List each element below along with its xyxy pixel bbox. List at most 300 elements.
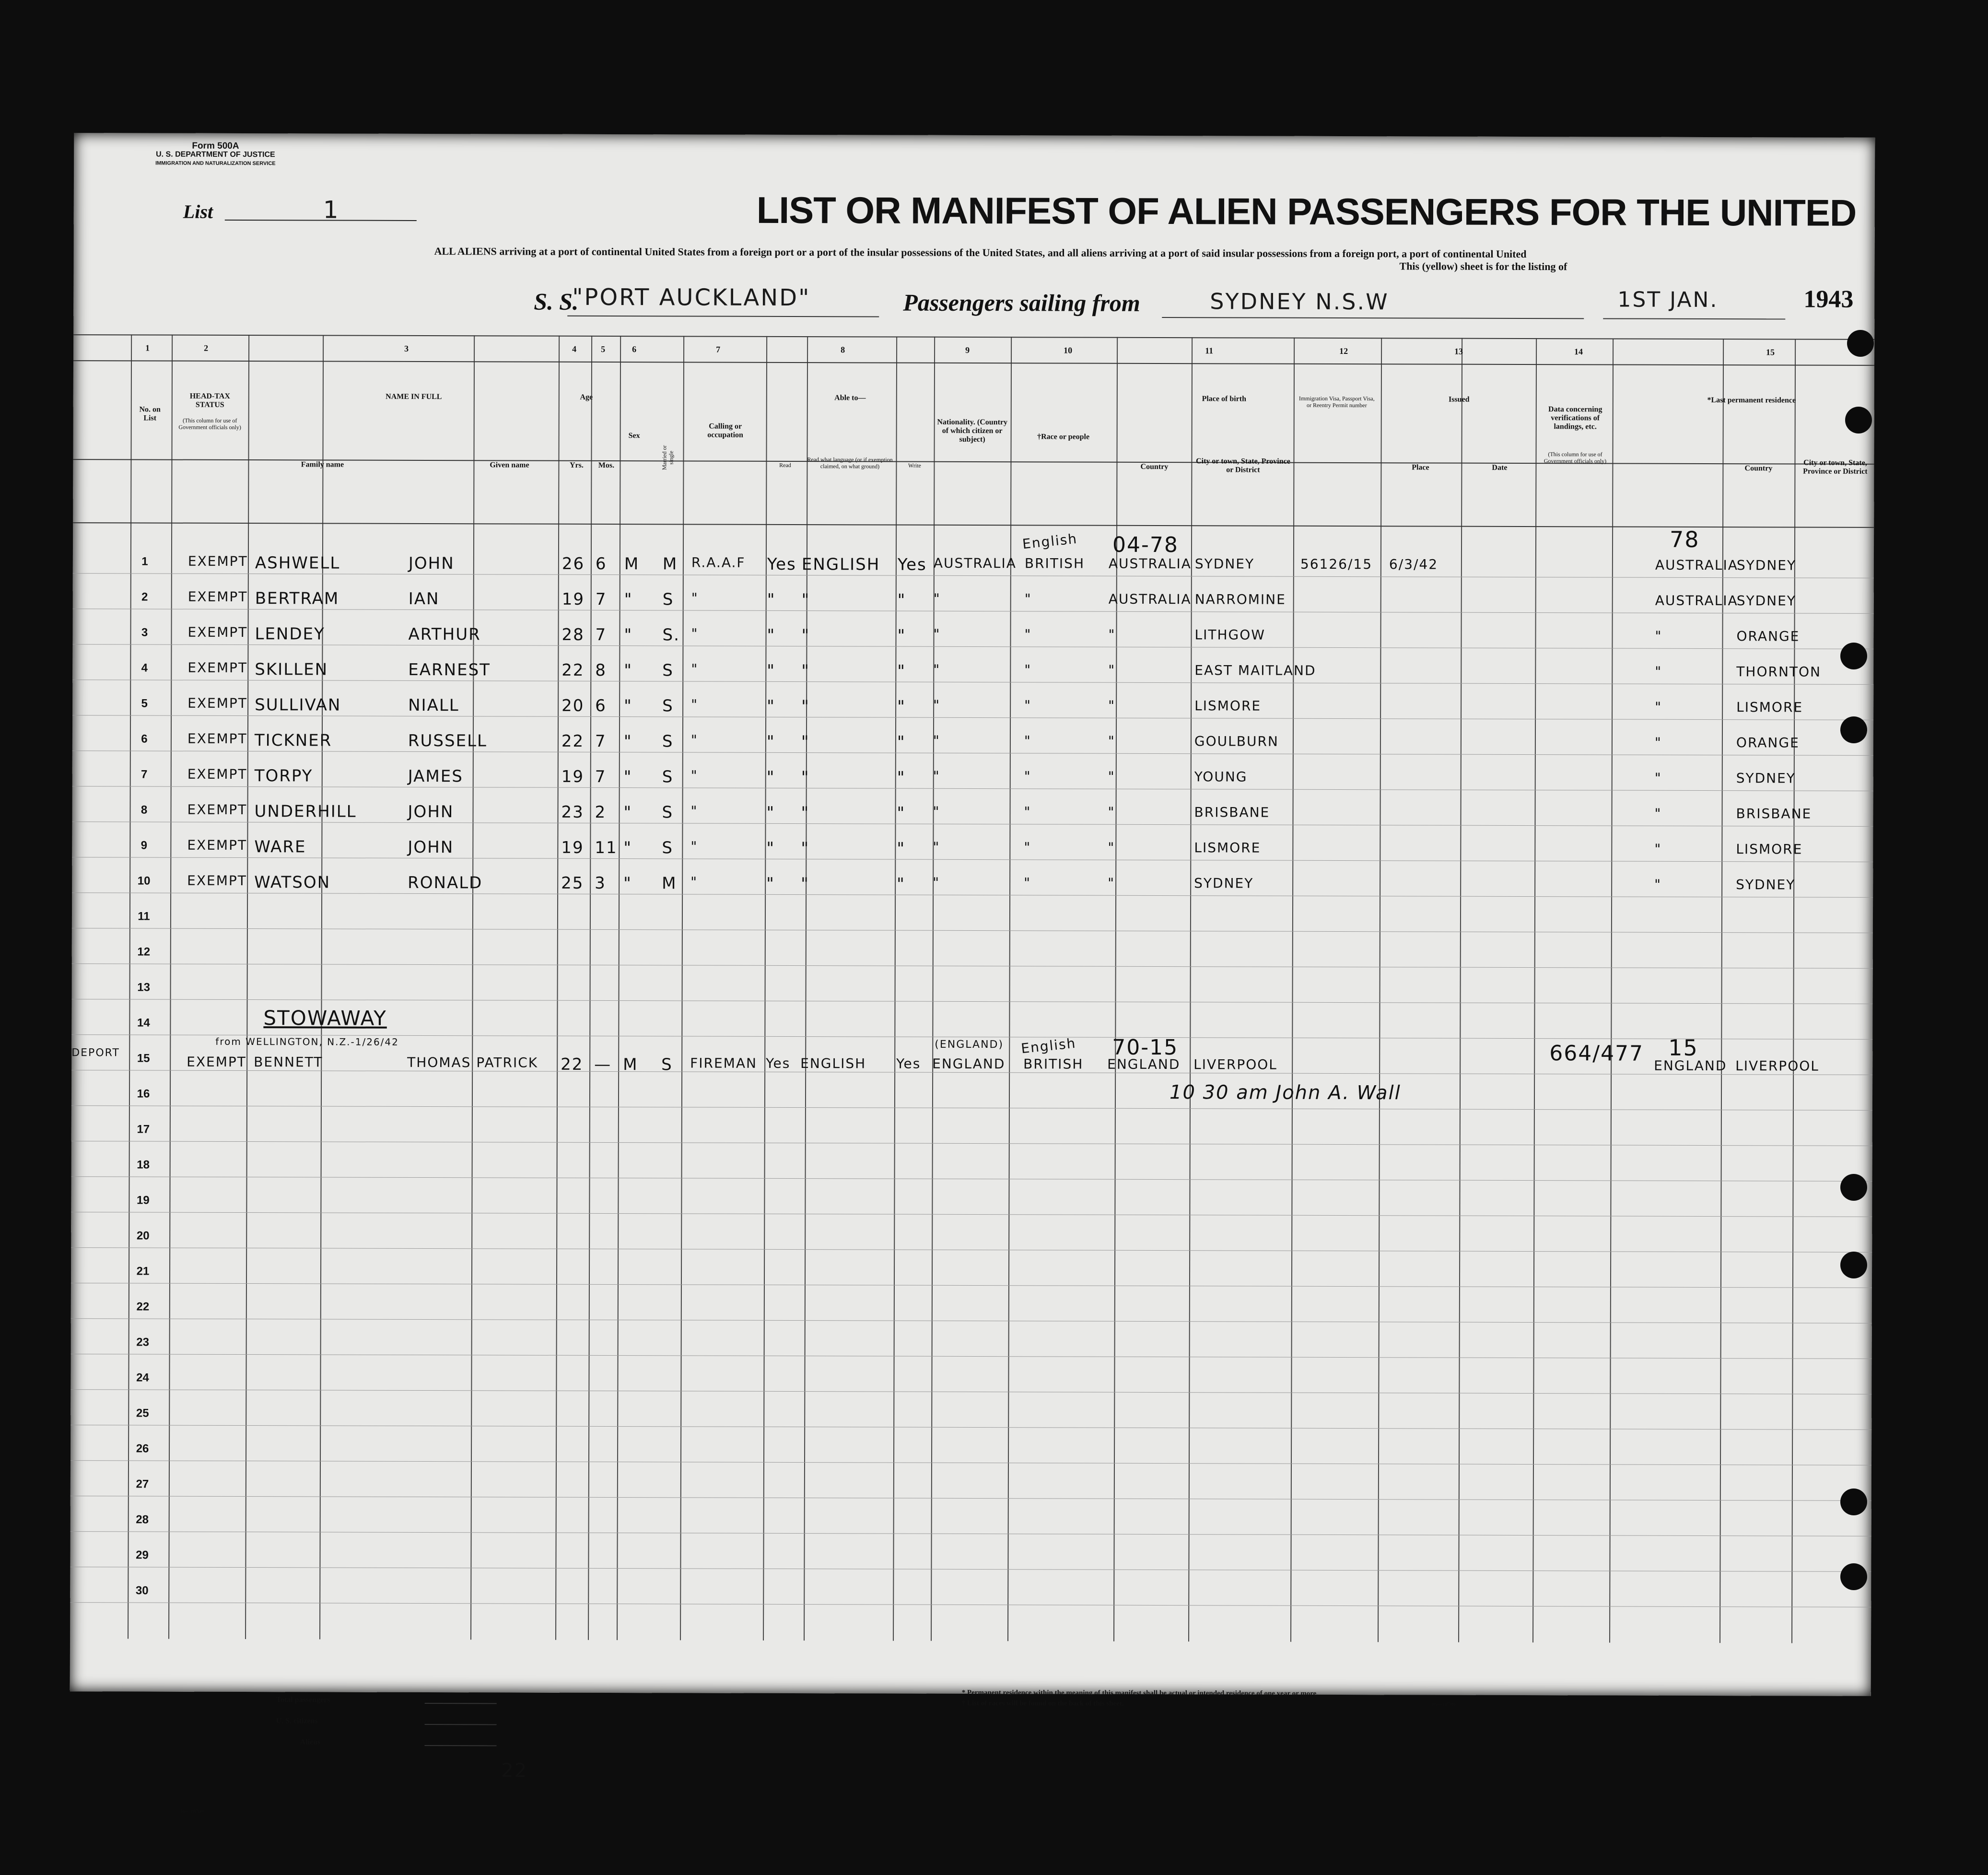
total-passengers-label: Total passengers — [276, 1696, 330, 1704]
row-2-res_country: AUSTRALIA — [1655, 592, 1738, 609]
row-6-res_city: ORANGE — [1736, 735, 1800, 751]
column-header-read-language: Read what language (or if exemption claimed, on what ground) — [807, 456, 893, 470]
row-7-race: " — [1024, 768, 1031, 785]
row-5-ms: S — [662, 696, 674, 716]
stowaway-residence-code: 15 — [1668, 1034, 1698, 1061]
row-number: 10 — [137, 874, 151, 888]
row-9-occ: " — [690, 838, 698, 855]
column-number: 15 — [1766, 347, 1775, 357]
row-3-mos: 7 — [595, 625, 607, 645]
row-rule — [71, 1105, 1872, 1111]
row-rule — [70, 1460, 1871, 1465]
column-header-race: †Race or people — [1037, 433, 1090, 441]
column-header-able: Able to— — [834, 394, 866, 402]
row-5-status: EXEMPT — [187, 695, 247, 712]
binding-hole — [1840, 1174, 1867, 1201]
row-4-ms: S — [662, 661, 674, 680]
row-number: 8 — [140, 803, 148, 817]
row-number: 5 — [141, 697, 148, 710]
column-header-mos: Mos. — [598, 461, 615, 470]
row-8-given: JOHN — [408, 802, 454, 822]
row-number: 22 — [136, 1300, 150, 1313]
column-divider — [931, 337, 935, 1641]
row-rule — [73, 573, 1874, 578]
row-4-write: " — [897, 661, 906, 681]
row-10-mos: 3 — [595, 873, 606, 893]
row-1-given: JOHN — [408, 553, 455, 574]
row-8-res_city: BRISBANE — [1736, 806, 1812, 822]
row-1-res_city: SYDNEY — [1736, 557, 1797, 574]
row-number: 29 — [136, 1548, 149, 1562]
row-number: 19 — [137, 1194, 150, 1207]
row-2-status: EXEMPT — [187, 588, 248, 605]
row-4-country: " — [1108, 662, 1116, 678]
row-7-write: " — [897, 768, 906, 787]
row-number: 9 — [140, 839, 148, 852]
ship-underline — [567, 316, 879, 317]
row-10-country: " — [1108, 875, 1115, 891]
row-number: 11 — [138, 910, 150, 923]
row-1-occ: R.A.A.F — [691, 554, 746, 571]
row-7-nat: " — [933, 768, 940, 784]
column-number: 9 — [965, 345, 970, 355]
row-6-race: " — [1024, 733, 1031, 749]
row-8-country: " — [1108, 804, 1115, 820]
row-rule — [70, 1531, 1871, 1536]
column-number: 1 — [145, 343, 150, 353]
row-2-given: IAN — [408, 589, 440, 609]
row-6-mos: 7 — [595, 731, 607, 751]
row-9-mos: 11 — [595, 838, 618, 858]
row-9-race: " — [1024, 839, 1031, 855]
row-3-family: LENDEY — [255, 624, 325, 644]
row-number: 3 — [141, 626, 148, 639]
us-citizens-line — [425, 1724, 497, 1725]
column-header-verification: Data concerning verifications of landings, etc. — [1548, 405, 1602, 431]
column-divider — [1532, 338, 1537, 1642]
column-header-write: Write — [908, 462, 921, 469]
row-9-write: " — [897, 839, 906, 858]
row-4-lang: " — [801, 661, 810, 681]
row-10-given: RONALD — [408, 873, 483, 893]
column-number: 2 — [204, 343, 209, 353]
row-rule — [72, 857, 1873, 862]
column-number: 10 — [1064, 345, 1073, 355]
aliens-line — [424, 1745, 496, 1746]
row-10-occ: " — [690, 874, 698, 890]
row-6-sex: " — [623, 732, 632, 751]
row-10-read: " — [766, 874, 775, 893]
row-8-ms: S — [662, 803, 674, 822]
stowaway-nat: ENGLAND — [932, 1055, 1006, 1072]
stowaway-race: BRITISH — [1023, 1056, 1084, 1072]
row-9-nat: " — [933, 839, 940, 855]
row-7-read: " — [766, 767, 775, 787]
row-number: 4 — [141, 661, 148, 675]
column-divider — [680, 336, 684, 1640]
row-5-city: LISMORE — [1194, 698, 1262, 714]
row-10-race: " — [1024, 875, 1031, 891]
row-4-family: SKILLEN — [255, 660, 328, 680]
row-8-sex: " — [623, 803, 632, 822]
column-divider — [1378, 338, 1382, 1642]
column-header-given: Given name — [490, 461, 529, 469]
row-3-lang: " — [801, 626, 810, 645]
stowaway-nationality-annotation: (ENGLAND) — [935, 1038, 1004, 1051]
race-footnote: † List of races will be found on the back of this sheet. — [961, 1699, 1124, 1708]
row-10-sex: " — [623, 874, 632, 893]
row-rule — [72, 821, 1873, 827]
header-rule — [73, 360, 1874, 366]
row-rule — [72, 999, 1873, 1004]
row-7-city: YOUNG — [1194, 769, 1248, 785]
column-divider — [1007, 337, 1012, 1641]
row-6-res_country: " — [1654, 734, 1662, 750]
column-header-res-country: Country — [1744, 464, 1773, 473]
row-2-nat: " — [933, 590, 941, 607]
row-9-res_country: " — [1654, 841, 1662, 857]
row-3-race: " — [1024, 626, 1032, 643]
row-2-lang: " — [801, 590, 810, 610]
row-rule — [72, 928, 1873, 933]
row-rule — [72, 750, 1873, 756]
column-number: 3 — [404, 343, 409, 353]
residence-footnote: * Permanent residence within the meaning of this manifest shall be actual or intended residence of one year or more. — [961, 1688, 1319, 1698]
row-6-status: EXEMPT — [187, 730, 247, 747]
row-7-occ: " — [690, 767, 698, 784]
row-rule — [70, 1602, 1871, 1607]
row-8-race: " — [1024, 804, 1031, 820]
row-6-lang: " — [801, 732, 810, 752]
row-2-race: " — [1024, 591, 1032, 607]
stowaway-sex: M — [623, 1055, 638, 1075]
column-divider — [168, 335, 173, 1639]
column-number: 4 — [572, 344, 577, 354]
row-3-country: " — [1108, 626, 1116, 643]
row-1-sex: M — [624, 554, 640, 574]
column-divider — [470, 335, 475, 1640]
list-label: List — [183, 200, 213, 223]
row-6-yrs: 22 — [561, 731, 585, 751]
row-10-ms: M — [662, 874, 677, 893]
column-header-visa: Immigration Visa, Passport Visa, or Reentry Permit number — [1298, 395, 1375, 409]
row-5-sex: " — [624, 696, 632, 716]
row-1-res_country: AUSTRALIA — [1655, 557, 1738, 574]
column-number: 14 — [1574, 347, 1583, 357]
column-header-age: Age — [580, 393, 593, 401]
row-rule — [73, 609, 1874, 614]
column-header-res-city: City or town, State, Province or District — [1803, 458, 1868, 476]
manifest-sheet — [70, 133, 1875, 1815]
row-number: 28 — [136, 1513, 149, 1526]
page-title: LIST OR MANIFEST OF ALIEN PASSENGERS FOR THE UNITED — [756, 188, 1857, 234]
binding-hole — [1847, 330, 1874, 357]
column-divider — [319, 335, 324, 1639]
stowaway-occ: FIREMAN — [690, 1055, 758, 1071]
column-divider — [617, 336, 621, 1640]
row-2-city: NARROMINE — [1194, 591, 1286, 608]
column-divider — [801, 336, 810, 1641]
column-header-residence: *Last permanent residence — [1707, 396, 1796, 405]
row-10-write: " — [897, 874, 905, 894]
column-divider — [588, 336, 592, 1640]
departure-port: SYDNEY N.S.W — [1210, 288, 1389, 315]
row-number: 23 — [136, 1336, 150, 1349]
row-5-family: SULLIVAN — [255, 695, 341, 715]
row-1-country: AUSTRALIA — [1108, 555, 1192, 572]
row-7-res_city: SYDNEY — [1736, 770, 1796, 786]
row-3-ms: S. — [662, 625, 680, 645]
row-rule — [71, 1283, 1872, 1288]
aliens-label: Aliens — [300, 1738, 321, 1746]
column-header-name: NAME IN FULL — [386, 392, 442, 401]
row-2-write: " — [897, 590, 906, 610]
column-number: 8 — [841, 345, 845, 355]
row-3-res_country: " — [1655, 628, 1662, 644]
header-rule — [73, 334, 1874, 340]
row-9-city: LISMORE — [1194, 840, 1261, 856]
row-6-nat: " — [933, 732, 940, 749]
row-number: 7 — [141, 768, 148, 781]
row-5-occ: " — [691, 696, 699, 713]
column-header-birth-city: City or town, State, Province or District — [1196, 457, 1290, 474]
row-10-yrs: 25 — [561, 873, 584, 893]
row-1-nat: AUSTRALIA — [933, 555, 1017, 572]
row-9-country: " — [1108, 839, 1115, 855]
row-1-lang: ENGLISH — [801, 555, 880, 574]
row-1-mos: 6 — [595, 554, 607, 574]
row-number: 2 — [141, 590, 148, 604]
row-number: 14 — [137, 1016, 150, 1030]
header-rule — [73, 522, 1874, 528]
row-4-read: " — [767, 661, 776, 680]
row-number: 16 — [137, 1087, 150, 1101]
row-6-family: TICKNER — [254, 731, 332, 750]
row-2-family: BERTRAM — [255, 589, 339, 609]
row-rule — [71, 1354, 1872, 1359]
form-identifier: Form 500A U. S. DEPARTMENT OF JUSTICE IMMIGRATION AND NATURALIZATION SERVICE — [155, 141, 276, 167]
stowaway-label: STOWAWAY — [263, 1006, 387, 1030]
row-3-occ: " — [691, 625, 699, 642]
column-header-no: No. on List — [139, 405, 161, 422]
residence-code-annotation: 78 — [1669, 526, 1700, 552]
row-9-status: EXEMPT — [187, 837, 247, 854]
row-5-read: " — [767, 696, 775, 716]
row-9-lang: " — [801, 839, 810, 858]
column-divider — [1458, 338, 1462, 1642]
stowaway-from-note: from WELLINGTON, N.Z.-1/26/42 — [215, 1035, 399, 1048]
row-3-sex: " — [624, 625, 633, 645]
row-number: 15 — [137, 1052, 150, 1065]
row-10-status: EXEMPT — [187, 872, 247, 889]
row-rule — [71, 1318, 1872, 1324]
row-6-ms: S — [662, 732, 674, 751]
column-divider — [893, 337, 897, 1641]
stowaway-country: ENGLAND — [1107, 1056, 1181, 1073]
row-9-given: JOHN — [408, 837, 454, 857]
row-rule — [72, 715, 1873, 720]
row-2-ms: S — [662, 590, 674, 609]
row-10-res_city: SYDNEY — [1736, 877, 1796, 893]
column-header-read: Read — [779, 461, 791, 469]
column-number: 13 — [1454, 346, 1463, 356]
column-divider — [1188, 337, 1193, 1641]
column-header-issued-place: Place — [1412, 463, 1429, 472]
row-3-read: " — [767, 625, 776, 645]
row-9-read: " — [766, 838, 775, 858]
subtitle-line-2: This (yellow) sheet is for the listing of — [1399, 260, 1567, 273]
row-8-read: " — [766, 803, 775, 822]
row-number: 6 — [141, 732, 148, 746]
column-header-sex: Sex — [628, 432, 640, 440]
list-number: 1 — [323, 196, 340, 224]
row-1-ms: M — [662, 554, 678, 574]
column-header-issued-date: Date — [1492, 463, 1508, 472]
row-4-status: EXEMPT — [187, 659, 248, 676]
row-number: 26 — [136, 1442, 149, 1455]
row-8-city: BRISBANE — [1194, 804, 1270, 820]
row-number: 12 — [137, 945, 151, 959]
column-number: 12 — [1339, 346, 1348, 356]
race-annotation: English — [1021, 530, 1078, 552]
row-3-res_city: ORANGE — [1736, 628, 1800, 645]
column-header-birthplace: Place of birth — [1202, 395, 1247, 403]
row-rule — [72, 892, 1873, 898]
print-code-table: 16—18709 — [180, 1808, 204, 1815]
row-5-yrs: 20 — [561, 696, 585, 715]
column-header-family: Family name — [301, 460, 344, 469]
row-4-occ: " — [691, 661, 699, 677]
column-divider — [1791, 339, 1796, 1643]
row-rule — [72, 963, 1873, 969]
row-6-write: " — [897, 732, 906, 752]
column-number: 11 — [1205, 346, 1214, 356]
row-7-given: JAMES — [408, 766, 463, 786]
row-9-yrs: 19 — [561, 838, 584, 857]
row-1-race: BRITISH — [1024, 555, 1085, 572]
row-1-family: ASHWELL — [255, 553, 340, 573]
row-2-sex: " — [624, 590, 633, 609]
row-5-nat: " — [933, 697, 941, 713]
row-6-read: " — [766, 732, 775, 751]
row-10-city: SYDNEY — [1194, 875, 1254, 891]
row-5-mos: 6 — [595, 696, 607, 716]
sailing-label: Passengers sailing from — [903, 289, 1140, 316]
row-6-city: GOULBURN — [1194, 733, 1279, 750]
row-rule — [72, 680, 1873, 685]
inspector-signature: 10 30 am John A. Wall — [1169, 1081, 1401, 1104]
row-6-occ: " — [690, 732, 698, 748]
row-number: 13 — [137, 981, 150, 994]
row-rule — [71, 1176, 1872, 1182]
subtitle-line-1: ALL ALIENS arriving at a port of continental United States from a foreign port or a port of the insular possessions of the United States, and all aliens arriving at a port of said insular possessions from a foreign port, a port of continental United — [434, 245, 1527, 260]
row-5-res_country: " — [1655, 699, 1662, 715]
row-number: 17 — [137, 1123, 150, 1136]
row-rule — [70, 1389, 1871, 1395]
column-header-issued: Issued — [1448, 395, 1470, 404]
row-4-race: " — [1024, 662, 1032, 678]
stowaway-yrs: 22 — [561, 1055, 584, 1074]
row-4-mos: 8 — [595, 660, 607, 680]
row-10-nat: " — [933, 874, 940, 891]
birth-code-annotation: 04-78 — [1112, 532, 1179, 558]
date-underline — [1603, 318, 1785, 319]
row-7-family: TORPY — [254, 766, 313, 786]
row-rule — [72, 644, 1873, 649]
binding-hole — [1840, 643, 1867, 669]
row-1-yrs: 26 — [561, 554, 585, 574]
row-8-nat: " — [933, 803, 940, 820]
port-underline — [1162, 317, 1584, 319]
stowaway-res_city: LIVERPOOL — [1735, 1058, 1819, 1074]
row-8-lang: " — [801, 803, 810, 823]
stowaway-given: THOMAS PATRICK — [407, 1054, 538, 1071]
column-divider — [555, 336, 560, 1640]
column-divider — [1609, 338, 1614, 1642]
list-underline — [225, 220, 417, 221]
row-2-occ: " — [691, 590, 699, 606]
row-number: 30 — [135, 1584, 149, 1597]
row-rule — [71, 1141, 1872, 1146]
row-2-res_city: SYDNEY — [1736, 593, 1796, 609]
row-7-mos: 7 — [595, 767, 607, 786]
row-7-ms: S — [662, 767, 674, 787]
stowaway-family: BENNETT — [254, 1054, 323, 1070]
departure-date: 1ST JAN. — [1617, 287, 1719, 313]
ship-name: "PORT AUCKLAND" — [572, 283, 811, 312]
row-4-city: EAST MAITLAND — [1194, 662, 1316, 679]
row-9-family: WARE — [254, 837, 306, 857]
row-7-yrs: 19 — [561, 767, 585, 786]
row-number: 25 — [136, 1406, 149, 1420]
row-number: 24 — [136, 1371, 149, 1384]
column-header-nationality: Nationality. (Country of which citizen or subject) — [937, 418, 1008, 444]
row-rule — [72, 786, 1873, 791]
total-passengers-line — [425, 1703, 497, 1704]
column-header-headtax-note: (This column for use of Government officials only) — [178, 417, 241, 431]
departure-year: 1943 — [1803, 285, 1854, 313]
stowaway-mos: — — [594, 1055, 612, 1075]
row-1-visa: 56126/15 — [1300, 556, 1373, 573]
row-4-yrs: 22 — [561, 660, 585, 680]
row-4-res_country: " — [1655, 663, 1662, 680]
row-5-given: NIALL — [408, 695, 459, 715]
row-3-write: " — [897, 626, 906, 645]
row-rule — [71, 1247, 1872, 1253]
row-rule — [70, 1425, 1871, 1430]
row-3-yrs: 28 — [561, 625, 585, 645]
row-8-write: " — [897, 803, 906, 823]
deport-note: DEPORT — [71, 1047, 120, 1059]
column-header-married: Married or single — [661, 445, 675, 470]
stowaway-race-annotation: English — [1020, 1035, 1077, 1057]
row-number: 27 — [136, 1477, 149, 1491]
binding-hole — [1840, 1563, 1867, 1590]
row-2-read: " — [767, 590, 776, 609]
stowaway-ms: S — [661, 1055, 673, 1075]
row-9-res_city: LISMORE — [1736, 841, 1803, 857]
row-7-lang: " — [801, 768, 810, 787]
row-5-write: " — [897, 697, 906, 716]
column-number: 5 — [601, 344, 606, 354]
row-6-country: " — [1108, 733, 1115, 749]
margin-mark: 22 — [501, 1759, 528, 1782]
row-7-status: EXEMPT — [187, 766, 247, 783]
row-7-sex: " — [623, 767, 632, 787]
row-8-occ: " — [690, 803, 698, 819]
stowaway-res_country: ENGLAND — [1654, 1057, 1727, 1074]
column-header-headtax: HEAD-TAX STATUS — [189, 392, 230, 409]
